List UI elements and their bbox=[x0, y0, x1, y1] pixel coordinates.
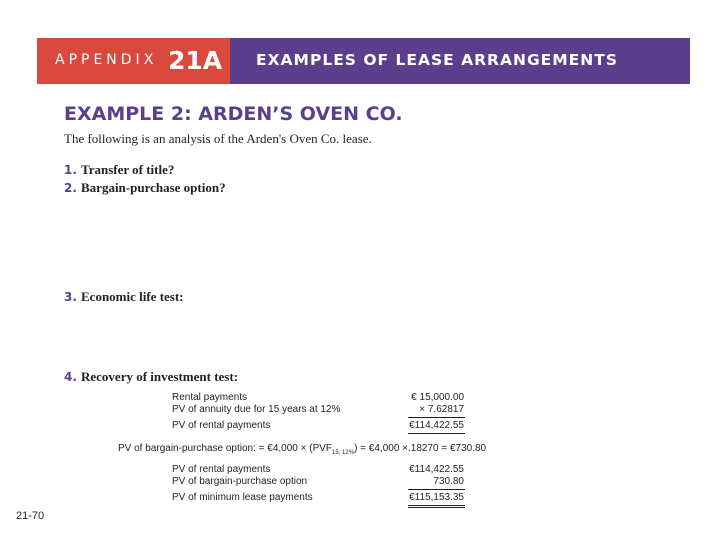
appendix-number: 21A bbox=[168, 46, 223, 75]
row-label: PV of minimum lease payments bbox=[172, 492, 313, 503]
question-4 bbox=[64, 369, 238, 385]
intro-text: The following is an analysis of the Arden's Oven Co. lease. bbox=[64, 131, 372, 146]
question-text: Recovery of investment test: bbox=[81, 369, 239, 384]
row-value: €114,422.55 bbox=[409, 420, 464, 431]
minimum-lease-payments-table bbox=[172, 464, 468, 514]
question-number: 1. bbox=[64, 163, 77, 177]
pv-bargain-formula bbox=[118, 443, 486, 456]
header-banner bbox=[37, 38, 690, 84]
row-label: PV of bargain-purchase option bbox=[172, 476, 308, 487]
rental-pv-table bbox=[172, 392, 468, 440]
formula-text-after: ) = €4,000 ×.18270 = €730.80 bbox=[354, 443, 487, 454]
appendix-label-box bbox=[37, 38, 230, 84]
formula-subscript: 15, 12% bbox=[332, 450, 355, 456]
row-value: €115,153.35 bbox=[409, 492, 464, 503]
row-label: PV of rental payments bbox=[172, 420, 271, 431]
question-2 bbox=[64, 180, 226, 196]
question-number: 2. bbox=[64, 181, 77, 195]
slide-number: 21-70 bbox=[16, 510, 45, 522]
row-value: € 15,000.00 bbox=[411, 392, 464, 403]
row-label: PV of rental payments bbox=[172, 464, 271, 475]
formula-text-before: PV of bargain-purchase option: = €4,000 × (PVF bbox=[118, 443, 333, 454]
subtotal-rule bbox=[408, 417, 465, 418]
banner-title-box bbox=[230, 38, 690, 84]
row-value: 730.80 bbox=[433, 476, 464, 487]
banner-title: EXAMPLES OF LEASE ARRANGEMENTS bbox=[256, 51, 618, 69]
total-double-rule bbox=[408, 507, 465, 508]
question-number: 3. bbox=[64, 290, 77, 304]
question-3 bbox=[64, 289, 184, 305]
total-rule bbox=[408, 505, 465, 506]
question-text: Bargain-purchase option? bbox=[81, 180, 226, 195]
row-label: Rental payments bbox=[172, 392, 248, 403]
row-value: €114,422.55 bbox=[409, 464, 464, 475]
question-text: Transfer of title? bbox=[81, 162, 175, 177]
question-1 bbox=[64, 162, 174, 178]
row-value: × 7.62817 bbox=[419, 404, 464, 415]
example-title: EXAMPLE 2: ARDEN’S OVEN CO. bbox=[64, 103, 403, 125]
subtotal-rule bbox=[408, 489, 465, 490]
appendix-word: APPENDIX bbox=[55, 52, 158, 68]
row-label: PV of annuity due for 15 years at 12% bbox=[172, 404, 341, 415]
question-number: 4. bbox=[64, 370, 77, 384]
question-text: Economic life test: bbox=[81, 289, 184, 304]
total-rule bbox=[408, 433, 465, 434]
